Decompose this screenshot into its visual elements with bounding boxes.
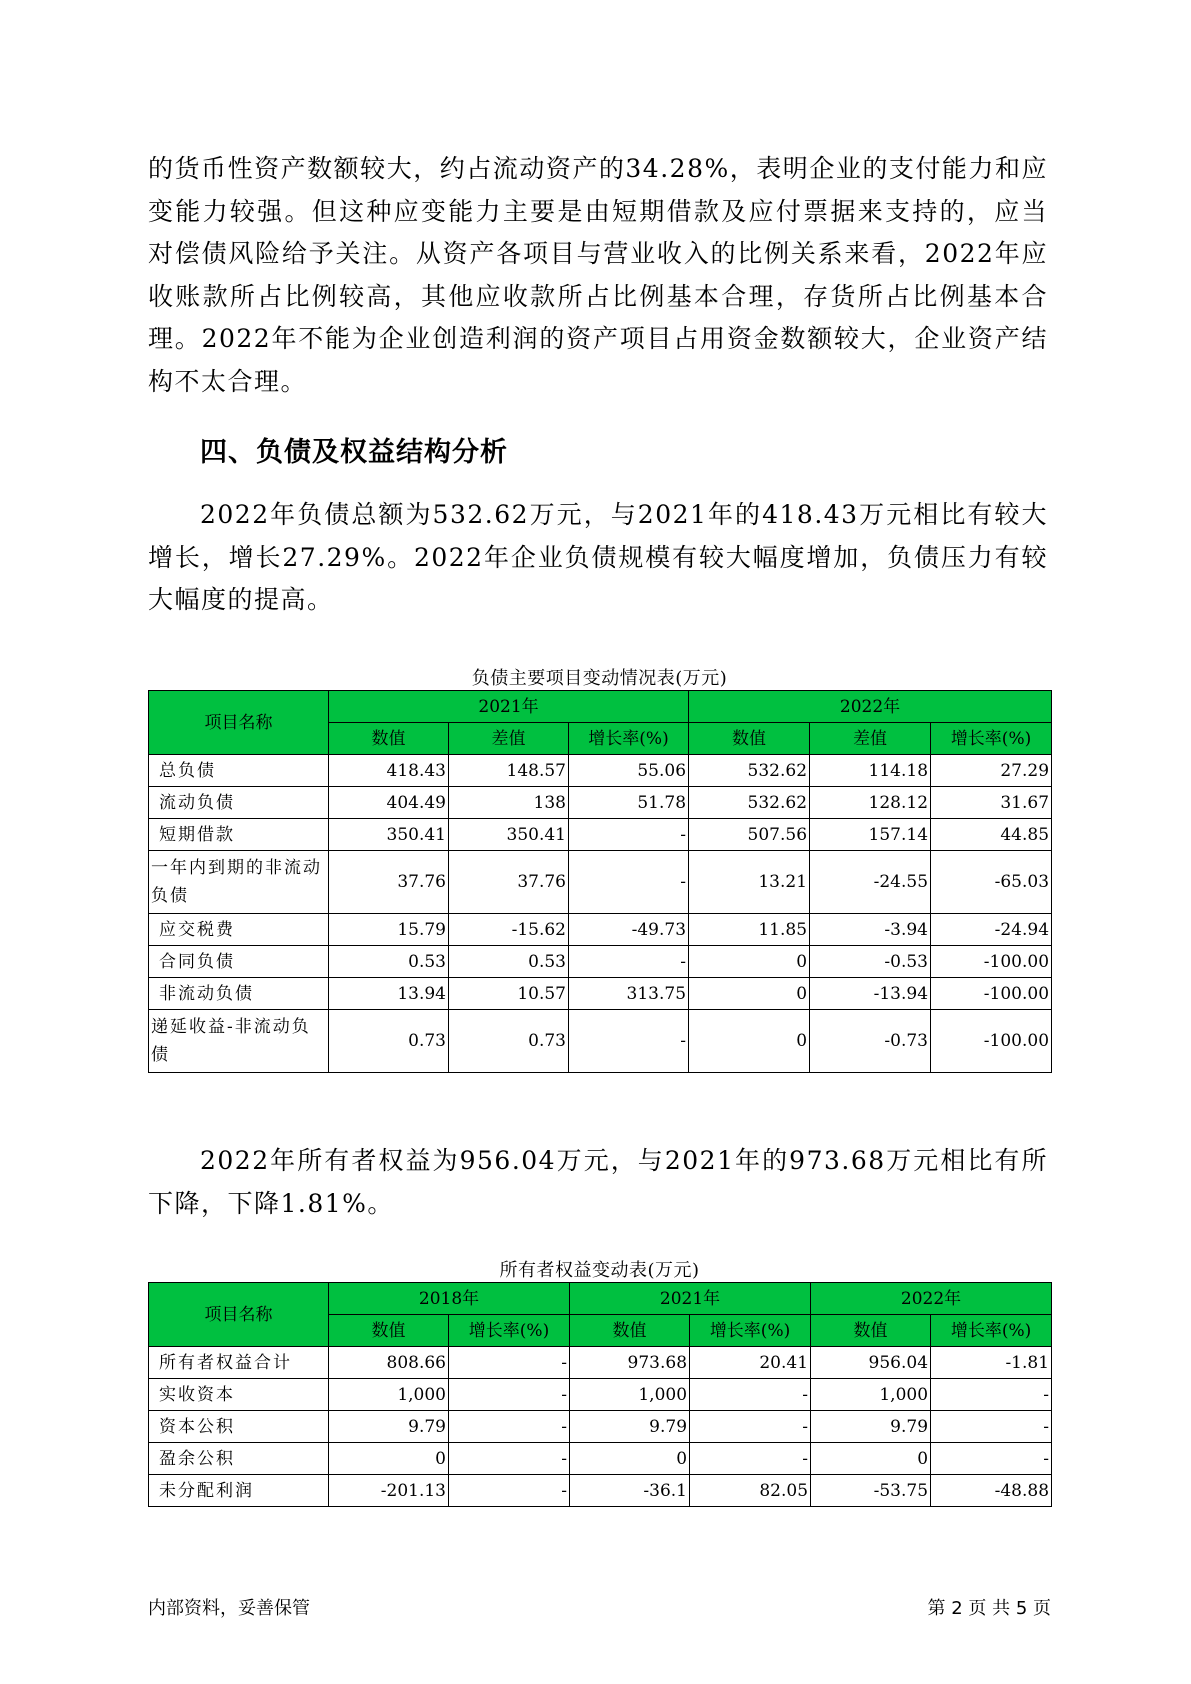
- row-label: 盈余公积: [149, 1443, 329, 1475]
- table-cell: 0: [689, 1010, 810, 1073]
- table-row: [149, 819, 1052, 851]
- table-row: [149, 978, 1052, 1010]
- column-header: 增长率(%): [690, 1315, 811, 1347]
- row-label: 总负债: [149, 755, 329, 787]
- column-header-name: 项目名称: [149, 1283, 329, 1347]
- column-header: 数值: [811, 1315, 931, 1347]
- table-header-row: [149, 691, 1052, 723]
- table-row: [149, 755, 1052, 787]
- table-cell: 532.62: [689, 787, 810, 819]
- table-row: [149, 1475, 1052, 1507]
- table-cell: -100.00: [931, 1010, 1052, 1073]
- table-cell: 404.49: [329, 787, 449, 819]
- table-row: [149, 851, 1052, 914]
- table-cell: -53.75: [811, 1475, 931, 1507]
- table-cell: -: [449, 1379, 570, 1411]
- table-cell: 128.12: [810, 787, 931, 819]
- table-cell: -100.00: [931, 978, 1052, 1010]
- row-label: 应交税费: [149, 914, 329, 946]
- table-cell: 9.79: [570, 1411, 690, 1443]
- table-cell: 0: [689, 978, 810, 1010]
- table-cell: -: [449, 1347, 570, 1379]
- table-cell: 956.04: [811, 1347, 931, 1379]
- table-cell: 0: [689, 946, 810, 978]
- table-cell: -: [569, 1010, 689, 1073]
- table-cell: 313.75: [569, 978, 689, 1010]
- table-cell: 1,000: [570, 1379, 690, 1411]
- table-cell: 44.85: [931, 819, 1052, 851]
- table-cell: -3.94: [810, 914, 931, 946]
- row-label: 流动负债: [149, 787, 329, 819]
- footer-confidential-note: 内部资料，妥善保管: [148, 1598, 310, 1619]
- table-cell: -13.94: [810, 978, 931, 1010]
- table-cell: -24.55: [810, 851, 931, 914]
- table-cell: 973.68: [570, 1347, 690, 1379]
- table-cell: -48.88: [931, 1475, 1052, 1507]
- table-cell: 51.78: [569, 787, 689, 819]
- table-cell: -: [690, 1443, 811, 1475]
- table-cell: 418.43: [329, 755, 449, 787]
- table-cell: 15.79: [329, 914, 449, 946]
- table-cell: -0.53: [810, 946, 931, 978]
- table-cell: 0.53: [449, 946, 569, 978]
- footer-page-number: 第 2 页 共 5 页: [927, 1598, 1051, 1619]
- column-header-year: 2018年: [329, 1283, 570, 1315]
- column-header-name: 项目名称: [149, 691, 329, 755]
- table-cell: 20.41: [690, 1347, 811, 1379]
- table-cell: 13.94: [329, 978, 449, 1010]
- column-header-year: 2022年: [689, 691, 1052, 723]
- table-cell: -1.81: [931, 1347, 1052, 1379]
- column-header: 增长率(%): [569, 723, 689, 755]
- equity-table-caption: 所有者权益变动表(万元): [499, 1260, 700, 1281]
- table-cell: 157.14: [810, 819, 931, 851]
- table-cell: -: [569, 819, 689, 851]
- column-header: 数值: [329, 723, 449, 755]
- table-cell: 11.85: [689, 914, 810, 946]
- column-header: 数值: [689, 723, 810, 755]
- table-cell: -: [569, 946, 689, 978]
- table-header-row: [149, 1283, 1052, 1315]
- table-cell: 9.79: [811, 1411, 931, 1443]
- table-cell: 31.67: [931, 787, 1052, 819]
- table-cell: 0.53: [329, 946, 449, 978]
- table-cell: 37.76: [329, 851, 449, 914]
- table-cell: 10.57: [449, 978, 569, 1010]
- table-cell: 0.73: [329, 1010, 449, 1073]
- table-row: [149, 787, 1052, 819]
- column-header: 数值: [329, 1315, 449, 1347]
- table-cell: 0.73: [449, 1010, 569, 1073]
- table-cell: -: [690, 1411, 811, 1443]
- table-cell: 27.29: [931, 755, 1052, 787]
- table-cell: -: [449, 1443, 570, 1475]
- table-cell: 1,000: [811, 1379, 931, 1411]
- table-row: [149, 1010, 1052, 1073]
- table-row: [149, 1443, 1052, 1475]
- table-cell: 507.56: [689, 819, 810, 851]
- paragraph-equity-summary: 2022年所有者权益为956.04万元，与2021年的973.68万元相比有所下降，下降1.81%。: [148, 1146, 1048, 1218]
- table-cell: 0: [811, 1443, 931, 1475]
- table-row: [149, 1347, 1052, 1379]
- row-label: 短期借款: [149, 819, 329, 851]
- column-header: 增长率(%): [931, 1315, 1052, 1347]
- table-cell: 0: [329, 1443, 449, 1475]
- row-label: 所有者权益合计: [149, 1347, 329, 1379]
- row-label: 合同负债: [149, 946, 329, 978]
- column-header-year: 2021年: [570, 1283, 811, 1315]
- table-row: [149, 1411, 1052, 1443]
- table-cell: -: [931, 1443, 1052, 1475]
- row-label: 未分配利润: [149, 1475, 329, 1507]
- row-label: 非流动负债: [149, 978, 329, 1010]
- table-cell: 1,000: [329, 1379, 449, 1411]
- paragraph-liabilities-summary: 2022年负债总额为532.62万元，与2021年的418.43万元相比有较大增长，增长27.29%。2022年企业负债规模有较大幅度增加，负债压力有较大幅度的提高。: [148, 500, 1048, 614]
- table-cell: -65.03: [931, 851, 1052, 914]
- table-cell: 13.21: [689, 851, 810, 914]
- table-row: [149, 946, 1052, 978]
- table-cell: 114.18: [810, 755, 931, 787]
- row-label: 递延收益-非流动负债: [149, 1010, 329, 1073]
- row-label: 一年内到期的非流动负债: [149, 851, 329, 914]
- column-header: 增长率(%): [931, 723, 1052, 755]
- table-cell: 55.06: [569, 755, 689, 787]
- table-cell: -: [449, 1475, 570, 1507]
- table-cell: -201.13: [329, 1475, 449, 1507]
- liabilities-table-caption: 负债主要项目变动情况表(万元): [471, 668, 728, 689]
- table-cell: -: [449, 1411, 570, 1443]
- equity-table: [148, 1282, 1052, 1507]
- liabilities-table: [148, 690, 1052, 1073]
- table-cell: -15.62: [449, 914, 569, 946]
- table-cell: -: [931, 1379, 1052, 1411]
- row-label: 资本公积: [149, 1411, 329, 1443]
- column-header: 差值: [449, 723, 569, 755]
- table-cell: 9.79: [329, 1411, 449, 1443]
- column-header: 差值: [810, 723, 931, 755]
- section-heading: 四、负债及权益结构分析: [200, 437, 508, 468]
- table-row: [149, 914, 1052, 946]
- table-cell: -: [690, 1379, 811, 1411]
- table-cell: 82.05: [690, 1475, 811, 1507]
- column-header-year: 2022年: [811, 1283, 1052, 1315]
- table-cell: 808.66: [329, 1347, 449, 1379]
- column-header-year: 2021年: [329, 691, 689, 723]
- table-cell: -: [569, 851, 689, 914]
- paragraph-assets-summary: 的货币性资产数额较大，约占流动资产的34.28%，表明企业的支付能力和应变能力较强。但这种应变能力主要是由短期借款及应付票据来支持的，应当对偿债风险给予关注。从资产各项目与营业收入的比例关系来看，2022年应收账款所占比例较高，其他应收款所占比例基本合理，存货所占比例基本合理。2022年不能为企业创造利润的资产项目占用资金数额较大，企业资产结构不太合理。: [148, 154, 1048, 396]
- table-cell: 37.76: [449, 851, 569, 914]
- table-cell: 532.62: [689, 755, 810, 787]
- table-cell: -: [931, 1411, 1052, 1443]
- table-cell: -0.73: [810, 1010, 931, 1073]
- table-cell: 148.57: [449, 755, 569, 787]
- table-cell: 350.41: [449, 819, 569, 851]
- table-cell: -36.1: [570, 1475, 690, 1507]
- table-row: [149, 1379, 1052, 1411]
- column-header: 增长率(%): [449, 1315, 570, 1347]
- table-cell: -24.94: [931, 914, 1052, 946]
- row-label: 实收资本: [149, 1379, 329, 1411]
- table-cell: 138: [449, 787, 569, 819]
- table-cell: -49.73: [569, 914, 689, 946]
- table-cell: -100.00: [931, 946, 1052, 978]
- table-cell: 0: [570, 1443, 690, 1475]
- table-cell: 350.41: [329, 819, 449, 851]
- column-header: 数值: [570, 1315, 690, 1347]
